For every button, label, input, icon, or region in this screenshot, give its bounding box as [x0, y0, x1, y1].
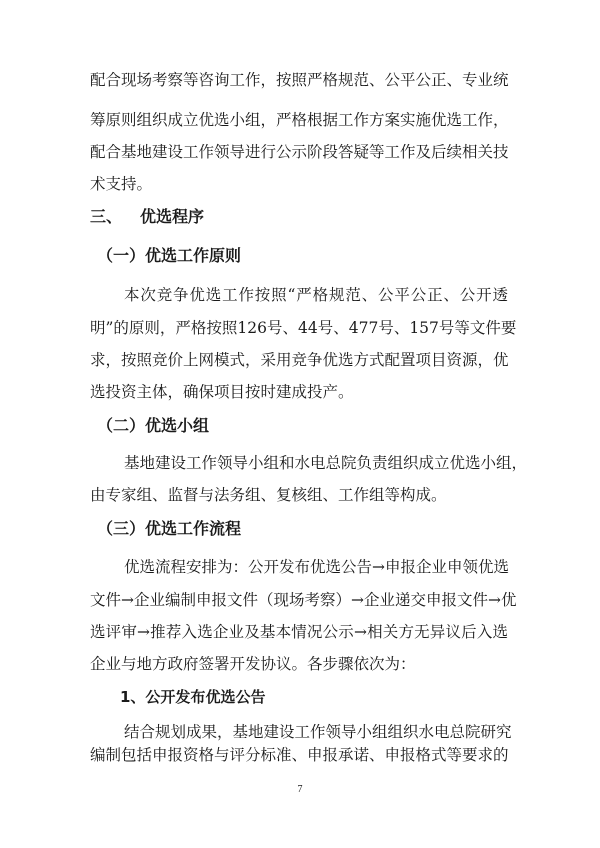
section-number: 三、	[90, 207, 123, 226]
principle-line-3: 求，按照竞价上网模式，采用竞争优选方式配置项目资源，优	[90, 351, 509, 369]
group-line-1: 基地建设工作领导小组和水电总院负责组织成立优选小组，	[124, 454, 528, 472]
subsection-three-heading: （三）优选工作流程	[97, 519, 242, 538]
step-one-heading: 1、公开发布优选公告	[120, 688, 266, 706]
intro-line-3: 配合基地建设工作领导进行公示阶段答疑等工作及后续相关技	[90, 143, 509, 161]
principle-line-4: 选投资主体，确保项目按时建成投产。	[90, 383, 354, 401]
step-one-line-1: 结合规划成果，基地建设工作领导小组组织水电总院研究	[124, 723, 512, 741]
section-three-heading	[90, 207, 204, 227]
process-line-1: 优选流程安排为：公开发布优选公告→申报企业申领优选	[124, 558, 509, 576]
step-one-line-2: 编制包括申报资格与评分标准、申报承诺、申报格式等要求的	[90, 746, 509, 764]
principle-line-2: 明”的原则，严格按照126号、44号、477号、157号等文件要	[90, 319, 517, 337]
intro-line-4: 术支持。	[90, 175, 153, 193]
intro-line-1: 配合现场考察等咨询工作，按照严格规范、公平公正、专业统	[90, 71, 509, 89]
section-title: 优选程序	[140, 207, 205, 226]
group-line-2: 由专家组、监督与法务组、复核组、工作组等构成。	[90, 486, 447, 504]
process-line-3: 选评审→推荐入选企业及基本情况公示→相关方无异议后入选	[90, 623, 508, 641]
principle-line-1: 本次竞争优选工作按照“严格规范、公平公正、公开透	[124, 286, 508, 304]
subsection-two-heading: （二）优选小组	[97, 416, 210, 435]
process-line-2: 文件→企业编制申报文件（现场考察）→企业递交申报文件→优	[90, 591, 517, 609]
page-number: 7	[297, 784, 303, 795]
intro-line-2: 筹原则组织成立优选小组，严格根据工作方案实施优选工作，	[90, 111, 509, 129]
process-line-4: 企业与地方政府签署开发协议。各步骤依次为：	[90, 655, 416, 673]
subsection-one-heading: （一）优选工作原则	[97, 246, 242, 265]
